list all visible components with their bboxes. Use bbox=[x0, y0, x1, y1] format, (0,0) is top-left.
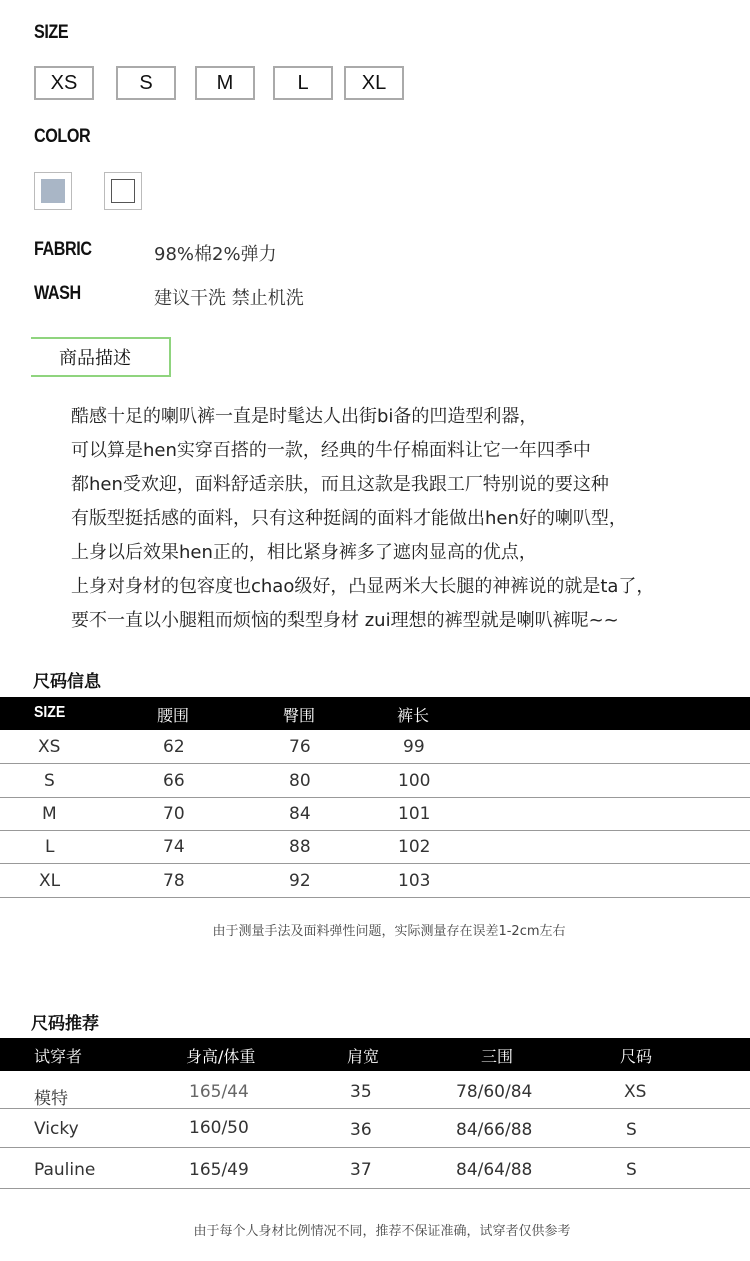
size-recommend-header bbox=[0, 1038, 750, 1071]
cell-height-weight: 165/49 bbox=[189, 1160, 249, 1180]
cell-measurements: 84/66/88 bbox=[456, 1120, 533, 1140]
description-line: 都hen受欢迎，面料舒适亲肤，而且这款是我跟工厂特别说的要这种 bbox=[71, 474, 609, 495]
header-size: 尺码 bbox=[620, 1047, 653, 1066]
description-line: 可以算是hen实穿百搭的一款，经典的牛仔棉面料让它一年四季中 bbox=[71, 440, 591, 461]
description-line: 酷感十足的喇叭裤一直是时髦达人出街bi备的凹造型利器， bbox=[71, 406, 538, 427]
header-size: SIZE bbox=[34, 704, 66, 721]
cell-waist: 62 bbox=[163, 737, 185, 757]
cell-waist: 78 bbox=[163, 871, 185, 891]
header-shoulder: 肩宽 bbox=[347, 1047, 380, 1066]
cell-tester: Vicky bbox=[34, 1119, 79, 1139]
size-recommend-title: 尺码推荐 bbox=[31, 1014, 99, 1034]
color-swatch-white[interactable] bbox=[104, 172, 142, 210]
color-swatch-blue-gray[interactable] bbox=[34, 172, 72, 210]
cell-hip: 84 bbox=[289, 804, 311, 824]
size-info-note: 由于测量手法及面料弹性问题，实际测量存在误差1-2cm左右 bbox=[212, 924, 566, 939]
table-row bbox=[0, 864, 750, 898]
cell-waist: 74 bbox=[163, 837, 185, 857]
description-line: 有版型挺括感的面料，只有这种挺阔的面料才能做出hen好的喇叭型， bbox=[71, 508, 627, 529]
header-tester: 试穿者 bbox=[34, 1047, 83, 1066]
cell-hip: 92 bbox=[289, 871, 311, 891]
description-text bbox=[71, 400, 741, 638]
cell-hip: 88 bbox=[289, 837, 311, 857]
header-waist: 腰围 bbox=[157, 706, 190, 725]
table-row bbox=[0, 1071, 750, 1109]
size-option-m[interactable]: M bbox=[195, 66, 255, 100]
cell-size: S bbox=[44, 771, 55, 791]
cell-shoulder: 35 bbox=[350, 1082, 372, 1102]
table-row bbox=[0, 764, 750, 798]
header-length: 裤长 bbox=[397, 706, 430, 725]
cell-shoulder: 37 bbox=[350, 1160, 372, 1180]
cell-size: XL bbox=[39, 871, 61, 891]
description-tab-label: 商品描述 bbox=[59, 348, 131, 369]
cell-measurements: 84/64/88 bbox=[456, 1160, 533, 1180]
fabric-value: 98%棉2%弹力 bbox=[154, 244, 277, 265]
cell-length: 101 bbox=[398, 804, 431, 824]
cell-height-weight: 160/50 bbox=[189, 1118, 249, 1138]
cell-size: S bbox=[626, 1120, 637, 1140]
cell-measurements: 78/60/84 bbox=[456, 1082, 533, 1102]
cell-size: XS bbox=[38, 737, 61, 757]
description-line: 上身以后效果hen正的，相比紧身裤多了遮肉显高的优点， bbox=[71, 542, 537, 563]
description-tab bbox=[31, 337, 171, 377]
header-measurements: 三围 bbox=[481, 1047, 514, 1066]
size-option-xs[interactable]: XS bbox=[34, 66, 94, 100]
wash-value: 建议干洗 禁止机洗 bbox=[154, 288, 304, 309]
cell-size: M bbox=[42, 804, 57, 824]
header-height-weight: 身高/体重 bbox=[186, 1047, 256, 1066]
cell-hip: 76 bbox=[289, 737, 311, 757]
fabric-label: FABRIC bbox=[34, 239, 92, 260]
cell-height-weight: 165/44 bbox=[189, 1082, 249, 1102]
size-label: SIZE bbox=[34, 22, 69, 43]
cell-tester: 模特 bbox=[34, 1089, 68, 1109]
cell-length: 103 bbox=[398, 871, 431, 891]
size-option-s[interactable]: S bbox=[116, 66, 176, 100]
size-option-l[interactable]: L bbox=[273, 66, 333, 100]
table-row bbox=[0, 1148, 750, 1189]
table-row bbox=[0, 730, 750, 764]
cell-tester: Pauline bbox=[34, 1160, 96, 1180]
cell-size: S bbox=[626, 1160, 637, 1180]
wash-label: WASH bbox=[34, 283, 81, 304]
cell-hip: 80 bbox=[289, 771, 311, 791]
size-info-header bbox=[0, 697, 750, 730]
cell-length: 102 bbox=[398, 837, 431, 857]
cell-waist: 66 bbox=[163, 771, 185, 791]
table-row bbox=[0, 1109, 750, 1148]
description-line: 上身对身材的包容度也chao级好，凸显两米大长腿的神裤说的就是ta了， bbox=[71, 576, 655, 597]
table-row bbox=[0, 830, 750, 864]
cell-waist: 70 bbox=[163, 804, 185, 824]
cell-size: L bbox=[45, 837, 55, 857]
cell-length: 100 bbox=[398, 771, 431, 791]
size-recommend-note: 由于每个人身材比例情况不同，推荐不保证准确，试穿者仅供参考 bbox=[193, 1224, 571, 1239]
size-info-title: 尺码信息 bbox=[33, 672, 101, 692]
cell-size: XS bbox=[624, 1082, 647, 1102]
header-hip: 臀围 bbox=[283, 706, 316, 725]
cell-length: 99 bbox=[403, 737, 425, 757]
description-line: 要不一直以小腿粗而烦恼的梨型身材 zui理想的裤型就是喇叭裤呢~~ bbox=[71, 610, 619, 631]
size-option-xl[interactable]: XL bbox=[344, 66, 404, 100]
table-row bbox=[0, 797, 750, 831]
color-label: COLOR bbox=[34, 126, 91, 147]
cell-shoulder: 36 bbox=[350, 1120, 372, 1140]
